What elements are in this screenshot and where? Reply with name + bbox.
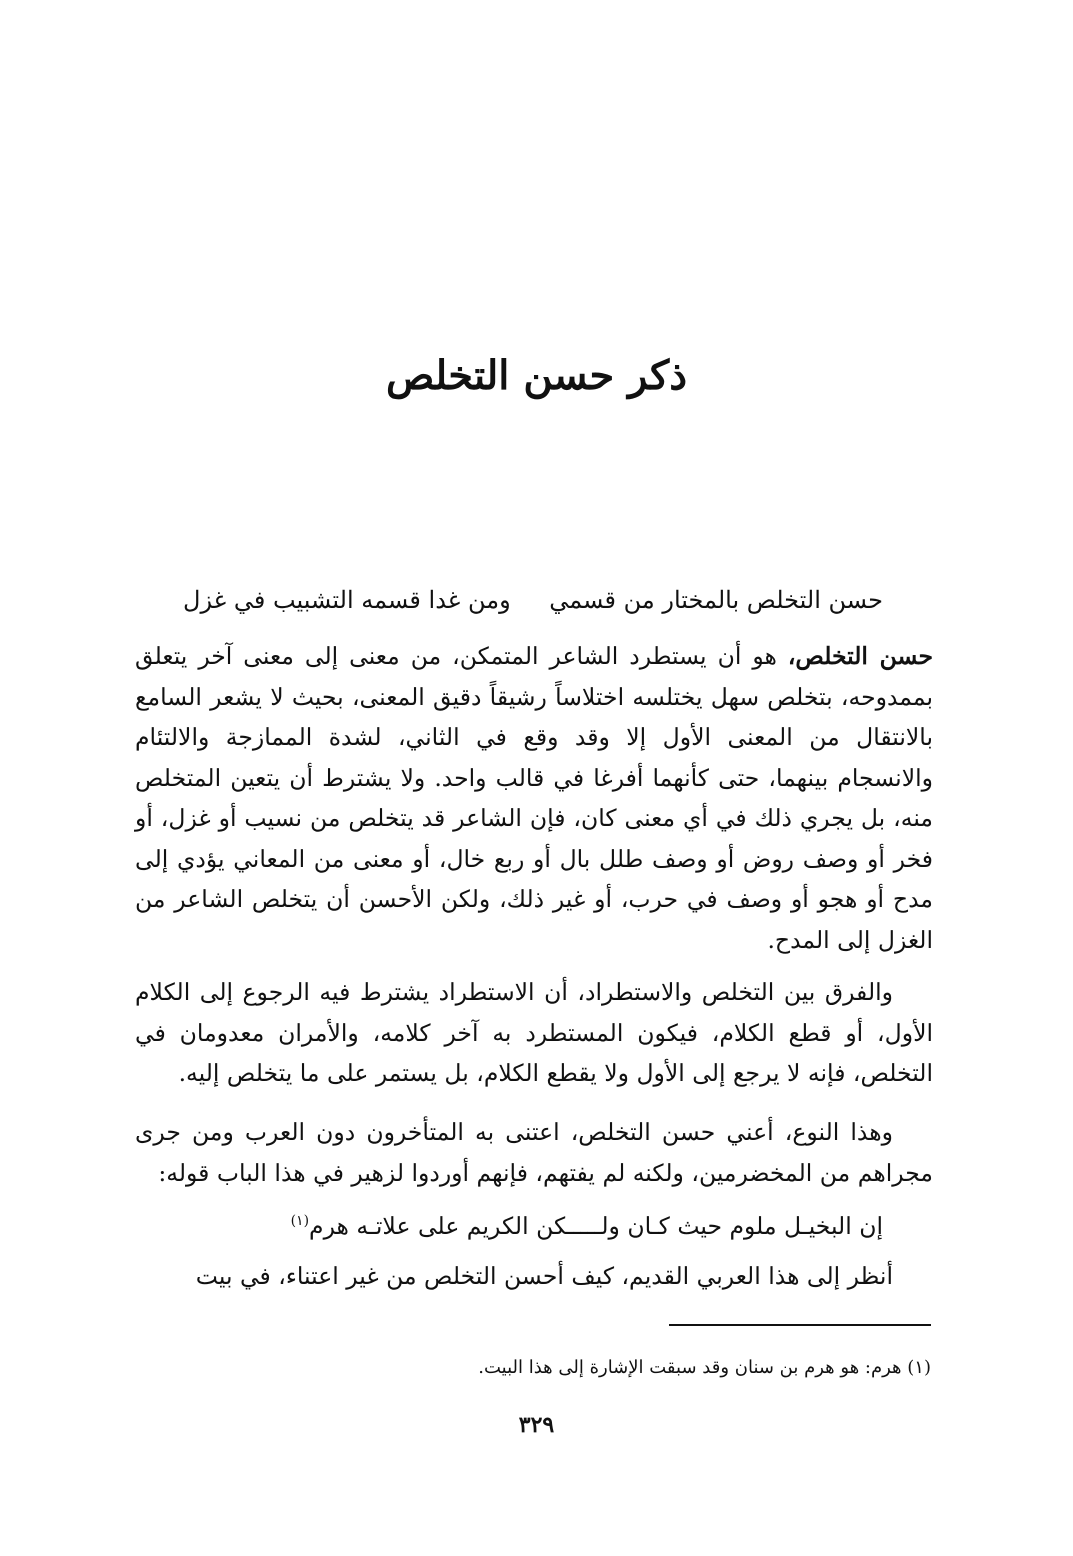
paragraph-zuhair-intro: وهذا النوع، أعني حسن التخلص، اعتنى به المتأخرون دون العرب ومن جرى مجراهم من المخضرمين، ولكنه لم يفتهم، فإنهم أوردوا لزهير في هذا الباب قوله: — [135, 1118, 933, 1187]
paragraph-difference: والفرق بين التخلص والاستطراد، أن الاستطراد يشترط فيه الرجوع إلى الكلام الأول، أو قطع الكلام، فيكون المستطرد به آخر كلامه، والأمران معدومان في التخلص، فإنه لا يرجع إلى الأول ولا يقطع الكلام، بل يستمر على ما يتخلص إليه. — [135, 978, 934, 1087]
footnote-divider — [669, 1324, 931, 1326]
zuhair-verse — [291, 1203, 883, 1244]
footnote: (١) هرم: هو هرم بن سنان وقد سبقت الإشارة إلى هذا البيت. — [478, 1357, 931, 1378]
paragraph-lead-term: حسن التخلص، — [787, 642, 933, 670]
footnote-reference: (١) — [290, 1213, 310, 1229]
verse-first-hemistich: حسن التخلص بالمختار من قسمي — [549, 586, 883, 614]
verse-second-hemistich: ومن غدا قسمه التشبيب في غزل — [183, 586, 511, 614]
paragraph-commentary: أنظر إلى هذا العربي القديم، كيف أحسن التخلص من غير اعتناء، في بيت — [195, 1262, 893, 1290]
opening-verse — [183, 582, 883, 622]
paragraph-definition — [135, 636, 933, 960]
chapter-title: ذكر حسن التخلص — [385, 352, 688, 399]
page-number: ٣٢٩ — [518, 1412, 555, 1438]
paragraph-definition-text: هو أن يستطرد الشاعر المتمكن، من معنى إلى معنى آخر يتعلق بممدوحه، بتخلص سهل يختلسه اختلاساً رشيقاً دقيق المعنى، بحيث لا يشعر السامع بالانتقال من المعنى الأول إلا وقد وقع في الثاني، لشدة الممازجة والالتئام والانسجام بينهما، حتى كأنهما أفرغا في قالب واحد. ولا يشترط أن يتعين المتخلص منه، بل يجري ذلك في أي معنى كان، فإن الشاعر قد يتخلص من نسيب أو غزل، أو فخر أو وصف روض أو وصف طلل بال أو ربع خال، أو معنى من المعاني يؤدي إلى مدح أو هجو أو وصف في حرب، أو غير ذلك، ولكن الأحسن أن يتخلص الشاعر من الغزل إلى المدح. — [135, 642, 933, 954]
zuhair-verse-text: إن البخيـل ملوم حيث كـان ولـــــكن الكريم على علاتـه هرم — [309, 1211, 883, 1240]
